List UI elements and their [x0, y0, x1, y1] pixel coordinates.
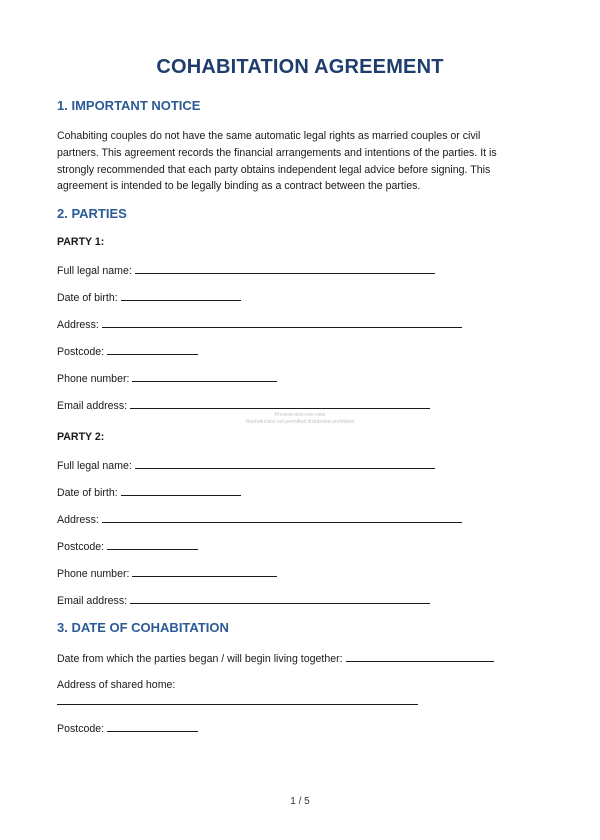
postcode-label: Postcode: — [57, 346, 105, 358]
shared-home-address-label: Address of shared home: — [57, 679, 176, 691]
notice-line: strongly recommended that each party obtains independent legal advice before signing. This — [57, 163, 491, 176]
party-2-label: PARTY 2: — [57, 431, 105, 443]
address-label: Address: — [57, 319, 99, 331]
shared-home-postcode-row — [57, 721, 198, 736]
dob-label: Date of birth: — [57, 487, 118, 499]
address-field[interactable] — [102, 512, 462, 523]
email-field[interactable] — [130, 593, 430, 604]
dob-field[interactable] — [121, 485, 241, 496]
section-heading-parties: 2. PARTIES — [57, 206, 127, 221]
party-1-phone-row — [57, 371, 277, 386]
dob-field[interactable] — [121, 290, 241, 301]
email-label: Email address: — [57, 400, 128, 412]
phone-field[interactable] — [132, 566, 277, 577]
postcode-label: Postcode: — [57, 541, 105, 553]
page-number: 1 / 5 — [290, 796, 310, 807]
section-heading-cohabitation: 3. DATE OF COHABITATION — [57, 620, 229, 635]
party-2-phone-row — [57, 566, 277, 581]
party-1-address-row — [57, 317, 462, 332]
cohabitation-date-field[interactable] — [346, 651, 494, 662]
party-1-label: PARTY 1: — [57, 236, 105, 248]
party-2-email-row — [57, 593, 430, 608]
postcode-label: Postcode: — [57, 723, 105, 735]
cohabitation-date-label: Date from which the parties began / will begin living together: — [57, 653, 343, 665]
party-1-dob-row — [57, 290, 241, 305]
party-2-dob-row — [57, 485, 241, 500]
postcode-field[interactable] — [107, 344, 198, 355]
address-label: Address: — [57, 514, 99, 526]
section-heading-notice: 1. IMPORTANT NOTICE — [57, 98, 201, 113]
notice-line: agreement is intended to be legally binding as a contract between the parties. — [57, 180, 421, 193]
notice-line: Cohabiting couples do not have the same automatic legal rights as married couples or civil — [57, 130, 481, 142]
full-name-field[interactable] — [135, 458, 435, 469]
full-name-label: Full legal name: — [57, 265, 132, 277]
notice-line: partners. This agreement records the financial arrangements and intentions of the parties. It is — [57, 146, 497, 159]
cohabitation-date-row — [57, 651, 494, 666]
party-2-postcode-row — [57, 539, 198, 554]
party-2-full-name-row — [57, 458, 435, 473]
full-name-field[interactable] — [135, 263, 435, 274]
postcode-field[interactable] — [107, 721, 198, 732]
phone-label: Phone number: — [57, 568, 130, 580]
phone-label: Phone number: — [57, 373, 130, 385]
postcode-field[interactable] — [107, 539, 198, 550]
dob-label: Date of birth: — [57, 292, 118, 304]
document-title: COHABITATION AGREEMENT — [156, 56, 444, 78]
phone-field[interactable] — [132, 371, 277, 382]
email-label: Email address: — [57, 595, 128, 607]
address-field[interactable] — [102, 317, 462, 328]
full-name-label: Full legal name: — [57, 460, 132, 472]
party-2-address-row — [57, 512, 462, 527]
shared-home-address-field[interactable] — [57, 694, 418, 705]
preview-watermark: Preview-also-non-view Reproduction not permitted distributed-prohibited — [245, 412, 355, 425]
shared-home-address-row — [57, 694, 418, 709]
email-field[interactable] — [130, 398, 430, 409]
party-1-email-row — [57, 398, 430, 413]
party-1-postcode-row — [57, 344, 198, 359]
party-1-full-name-row — [57, 263, 435, 278]
notice-paragraph — [57, 128, 547, 195]
shared-home-label-row — [57, 678, 175, 692]
